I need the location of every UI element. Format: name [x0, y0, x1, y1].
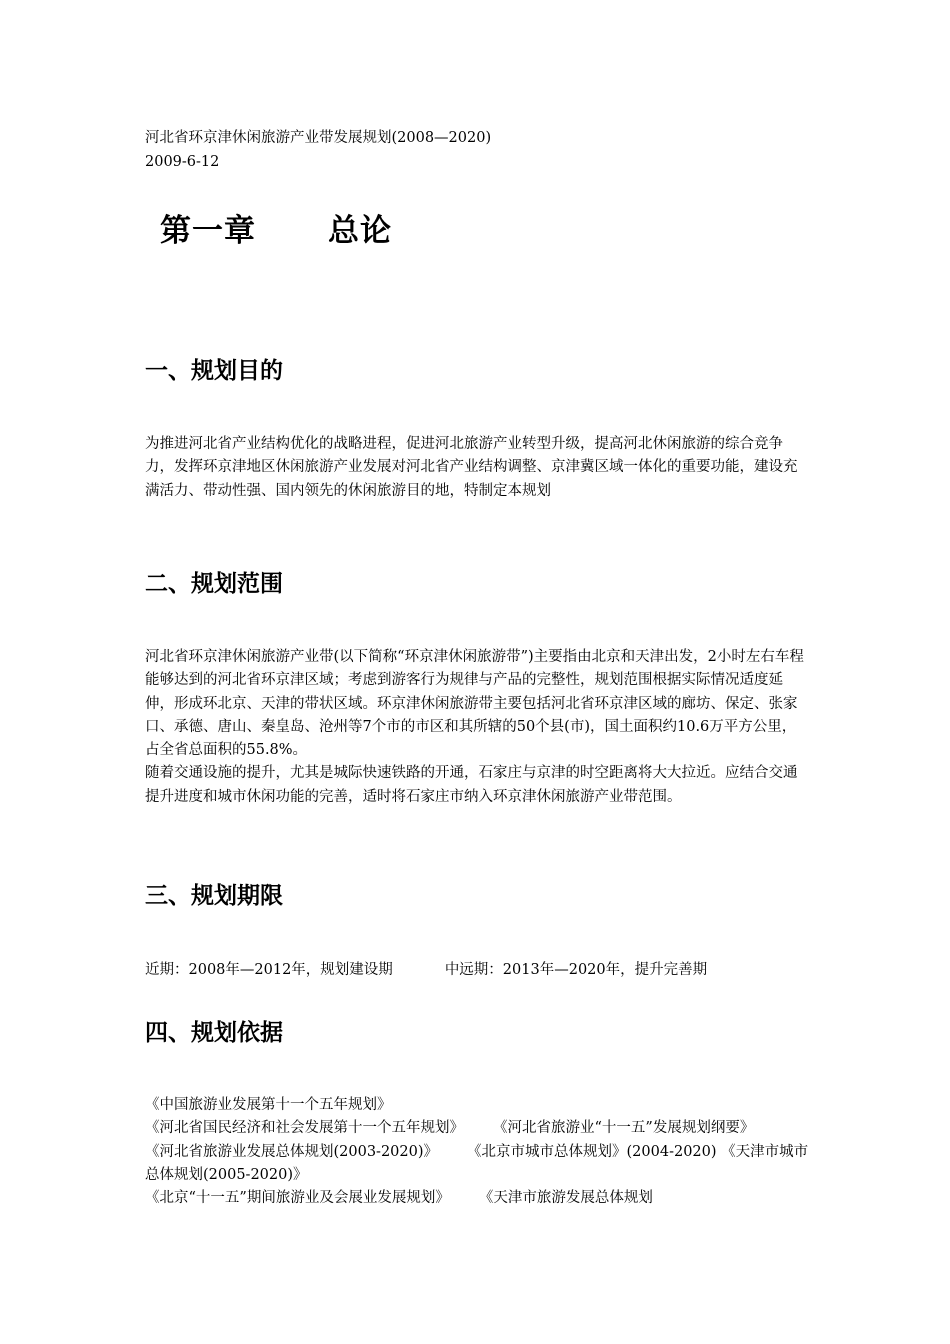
reference-list [145, 1094, 810, 1210]
long-term-period: 中远期：2013年—2020年，提升完善期 [444, 962, 708, 978]
chapter-number: 第一章 [160, 213, 256, 249]
section-heading-basis: 四、规划依据 [145, 1019, 283, 1046]
paragraph: 随着交通设施的提升，尤其是城际快速铁路的开通，石家庄与京津的时空距离将大大拉近。应结合交通提升进度和城市休闲功能的完善，适时将石家庄市纳入环京津休闲旅游产业带范围。 [145, 765, 798, 805]
paragraph: 河北省环京津休闲旅游产业带(以下简称“环京津休闲旅游带”)主要指由北京和天津出发，2小时左右车程能够达到的河北省环京津区域；考虑到游客行为规律与产品的完整性，规划范围根据实际情况适度延伸，形成环北京、天津的带状区域。环京津休闲旅游带主要包括河北省环京津区域的廊坊、保定、张家口、承德、唐山、秦皇岛、沧州等7个市的市区和其所辖的50个县(市)，国土面积约10.6万平方公里，占全省总面积的55.8%。 [145, 649, 804, 759]
section-heading-period: 三、规划期限 [145, 882, 283, 909]
reference-item: 《河北省国民经济和社会发展第十一个五年规划》 《河北省旅游业“十一五”发展规划纲要》 《河北省旅游业发展总体规划(2003-2020)》 《北京市城市总体规划》(2004-2020) 《天津市城市总体规划(2005-2020)》 [145, 1120, 809, 1183]
document-title: 河北省环京津休闲旅游产业带发展规划(2008—2020) [145, 130, 492, 146]
section-paragraph-scope [145, 646, 810, 809]
paragraph: 为推进河北省产业结构优化的战略进程，促进河北旅游产业转型升级，提高河北休闲旅游的综合竞争力，发挥环京津地区休闲旅游产业发展对河北省产业结构调整、京津冀区域一体化的重要功能，建设充满活力、带动性强、国内领先的休闲旅游目的地，特制定本规划 [145, 436, 798, 499]
section-paragraph-purpose [145, 433, 810, 503]
near-term-period: 近期：2008年—2012年，规划建设期 [145, 962, 393, 978]
section-heading-purpose: 一、规划目的 [145, 357, 283, 384]
chapter-title: 总论 [328, 213, 392, 249]
reference-item: 《中国旅游业发展第十一个五年规划》 [145, 1097, 392, 1113]
document-date: 2009-6-12 [145, 154, 220, 170]
section-heading-scope: 二、规划范围 [145, 570, 283, 597]
reference-item: 《北京“十一五”期间旅游业及会展业发展规划》 《天津市旅游发展总体规划 [145, 1190, 653, 1207]
planning-period-line [145, 958, 707, 979]
chapter-heading [160, 205, 392, 250]
